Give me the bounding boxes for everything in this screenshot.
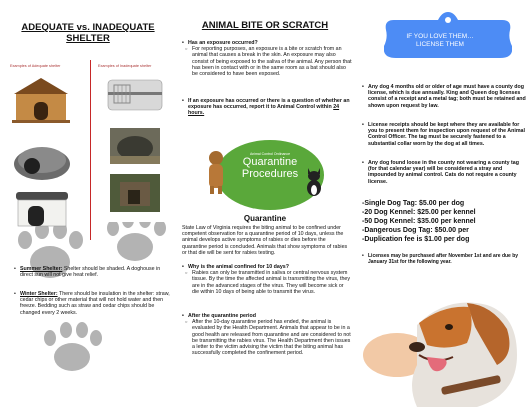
dog-sitting-image	[204, 148, 228, 194]
fee-item: -Duplication fee is $1.00 per dog	[362, 236, 470, 243]
fee-list	[362, 199, 527, 244]
badge-ordinance-text: Animal Control Ordinance	[249, 152, 291, 156]
confinement-heading: • Why is the animal confined for 10 days?	[182, 264, 352, 270]
fee-item: -Dangerous Dog Tag: $50.00 per	[362, 227, 469, 234]
winter-heading: Winter Shelter:	[20, 291, 58, 297]
winter-shelter-text	[14, 291, 172, 316]
quarantine-heading: Quarantine	[243, 214, 287, 223]
summer-shelter-text	[14, 266, 172, 278]
cat-sitting-image	[304, 166, 324, 196]
after-heading: • After the quarantine period	[182, 313, 352, 319]
summer-body: Shelter should be shaded. A doghouse in direct sun will not give heat relief.	[20, 266, 161, 279]
license-text-3: • Any dog found loose in the county not wearing a county tag (for that calendar year) will be considered a stray and impounded by animal control. Cats do not require a county license.	[362, 160, 526, 185]
wooden-doghouse-image	[8, 74, 74, 126]
plastic-doghouse-image	[10, 186, 74, 230]
dilapidated-shed-image	[110, 174, 160, 212]
exposure-question	[182, 40, 352, 77]
divider-line	[90, 60, 91, 240]
bite-panel	[176, 0, 354, 407]
bite-title: ANIMAL BITE OR SCRATCH	[201, 20, 329, 31]
report-deadline: 24 hours.	[188, 104, 340, 117]
license-text-2: • License receipts should be kept where they are available for you to present them for inspection upon request of the Animal Control Officer. The tag must be securely fastened to a substantial collar worn by the dog at all times.	[362, 122, 526, 147]
quarantine-text: State Law of Virginia requires the biting animal to be confined under competent observation for a quarantine period of 10 days, unless the animal develops active symptoms of rabies or dies before the quarantine period is concluded. Animals that show symptoms of rabies or that die will be sent for rabies testing.	[182, 225, 348, 256]
after-quarantine	[182, 313, 352, 356]
badge-title: Quarantine Procedures	[241, 156, 299, 180]
broken-shelter-image	[110, 128, 160, 164]
inadequate-label: Examples of Inadequate shelter	[98, 64, 152, 68]
summer-heading: Summer Shelter:	[20, 266, 63, 272]
adequate-label: Examples of Adequate shelter	[10, 64, 61, 68]
after-text: ○ After the 10-day quarantine period has ended, the animal is evaluated by the Health Department. Animals that appear to be in a good health are released from quarantine and are considered to not be transmitting the rabies virus. The Health Department then issues a letter to the victim advising the victim that the biting animal has successfully completed the confinement period.	[182, 319, 352, 356]
confinement-question	[182, 264, 352, 295]
fee-item: -Single Dog Tag: $5.00 per dog	[362, 200, 465, 207]
confinement-text: ○ Rabies can only be transmitted in saliva or central nervous system tissue. By the time the affected animal is transmitting the virus, they are in the advanced stages of the virus. They will become sick or die within 10 days of being able to transmit the virus.	[182, 270, 352, 295]
license-bullet-1	[362, 84, 526, 109]
report-note	[182, 98, 352, 117]
purchase-note	[362, 253, 527, 265]
exposure-text: ○ For reporting purposes, an exposure is a bite or scratch from an animal that causes a break in the skin. An exposure may also consist of being exposed to the saliva of the animal. Any person that has been in contact with or in the same room as a bat should also be considered to have been exposed.	[182, 46, 352, 77]
igloo-doghouse-image	[10, 138, 74, 182]
fee-item: -50 Dog Kennel: $35.00 per kennel	[362, 218, 476, 225]
purchase-note-text: • Licenses may be purchased after November 1st and are due by January 31st for the following year.	[362, 253, 527, 265]
winter-body: There should be insulation in the shelter: straw, cedar chips or other material that will not hold water and then freeze. Bedding such as straw and cedar chips should be changed every 2 weeks.	[20, 291, 170, 316]
license-bullet-2	[362, 122, 526, 147]
tag-slogan: IF YOU LOVE THEM… LICENSE THEM	[406, 33, 474, 48]
license-text-1: • Any dog 4 months old or older of age must have a county dog license, which is due annually. King and Queen dog licenses consist of a receipt and a metal tag; both must be retained and shown upon request by law.	[362, 84, 526, 109]
pet-carrier-image	[104, 74, 166, 114]
dog-portrait-image	[357, 285, 529, 407]
shelter-title: ADEQUATE vs. INADEQUATE SHELTER	[21, 22, 155, 44]
exposure-heading: • Has an exposure occurred?	[182, 40, 352, 46]
license-bullet-3	[362, 160, 526, 185]
fee-item: -20 Dog Kennel: $25.00 per kennel	[362, 209, 476, 216]
report-text: If an exposure has occurred or there is a question of whether an exposure has occurred, report it to Animal Control within	[188, 98, 350, 111]
shelter-panel	[0, 0, 176, 407]
